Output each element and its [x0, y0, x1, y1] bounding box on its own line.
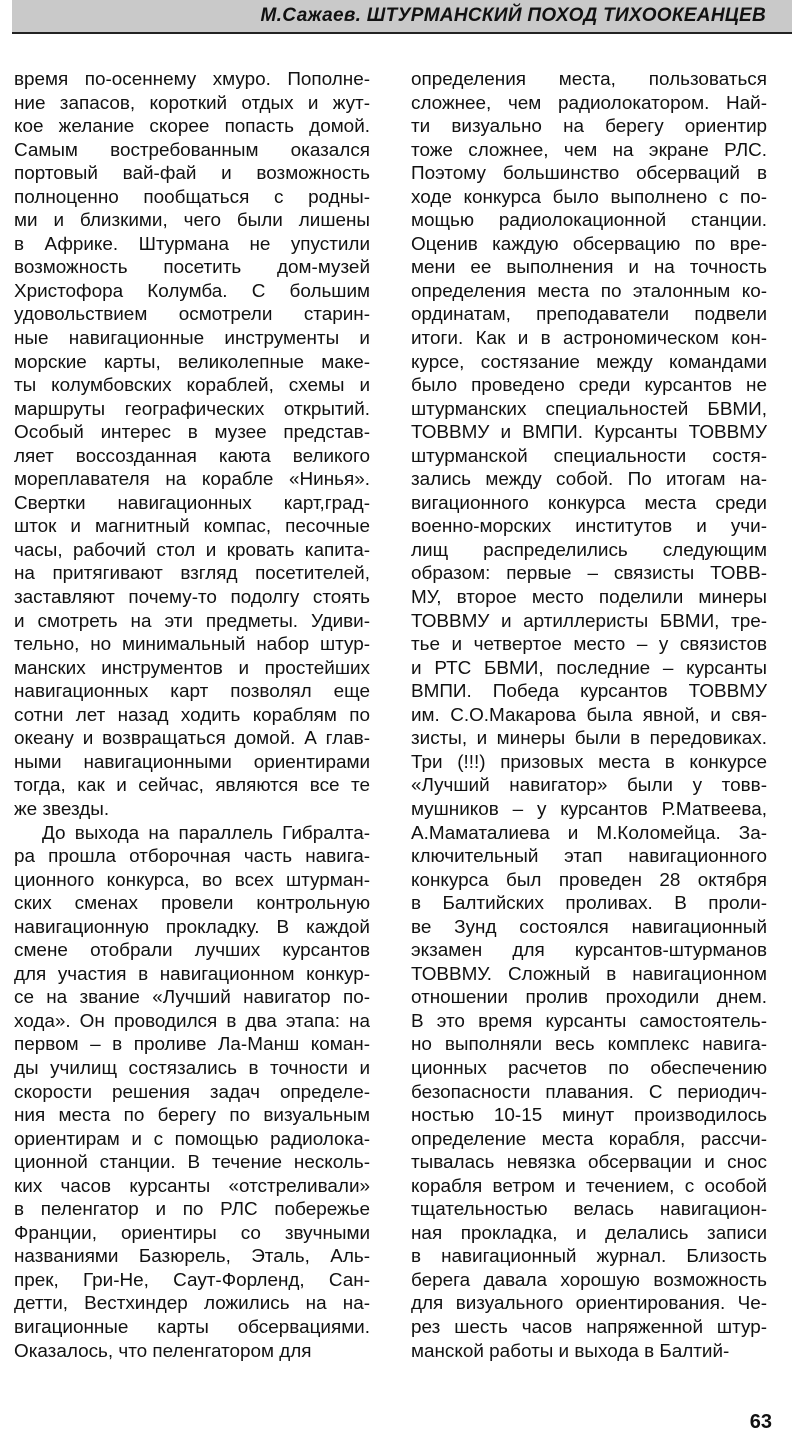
text-line: курсе, состязание между командами — [411, 351, 767, 373]
text-line: мореплавателя на корабле «Нинья». — [14, 469, 370, 491]
text-line: зались между собой. По итогам на- — [411, 469, 767, 491]
text-line: ляет воссозданная каюта великого — [14, 445, 370, 467]
text-line: тывалась невязка обсервации и снос — [411, 1152, 767, 1174]
text-line: итоги. Как и в астрономическом кон- — [411, 328, 767, 350]
running-title: М.Сажаев. ШТУРМАНСКИЙ ПОХОД ТИХООКЕАНЦЕВ — [260, 5, 766, 26]
text-line: экзамен для курсантов-штурманов — [411, 940, 767, 962]
text-line: тье и четвертое место – у связистов — [411, 634, 767, 656]
text-line: ния места по берегу по визуальным — [14, 1105, 370, 1127]
text-line: ными навигационными ориентирами — [14, 751, 370, 773]
text-line: первом – в проливе Ла-Манш коман- — [14, 1034, 370, 1056]
text-line: А.Маматалиева и М.Коломейца. За- — [411, 822, 767, 844]
text-line: сотни лет назад ходить кораблям по — [14, 704, 370, 726]
text-line: полноценно пообщаться с родны- — [14, 186, 370, 208]
text-line: вигационные карты обсервациями. — [14, 1316, 370, 1338]
text-line: Оказалось, что пеленгатором для — [14, 1340, 312, 1362]
text-line: До выхода на параллель Гибралта- — [42, 822, 370, 844]
text-line: ми и близкими, чего были лишены — [14, 210, 370, 232]
text-line: кое желание скорее попасть домой. — [14, 116, 370, 138]
text-line: ние запасов, короткий отдых и жут- — [14, 92, 370, 114]
text-line: определения места по эталонным ко- — [411, 280, 767, 302]
text-line: портовый вай-фай и возможность — [14, 163, 370, 185]
text-line: ординатам, преподаватели подвели — [411, 304, 767, 326]
text-line: маршруты географических открытий. — [14, 398, 370, 420]
text-line: ционных расчетов по обеспечению — [411, 1057, 767, 1079]
text-line: рез шесть часов напряженной штур- — [411, 1316, 767, 1338]
text-line: манских инструментов и простейших — [14, 657, 370, 679]
text-line: смене отобрали лучших курсантов — [14, 940, 370, 962]
running-header — [12, 0, 792, 34]
text-line: ориентирам и с помощью радиолока- — [14, 1128, 370, 1150]
left-column — [14, 68, 370, 1363]
text-line: манской работы и выхода в Балтий- — [411, 1340, 730, 1362]
page-number: 63 — [749, 1411, 772, 1433]
text-line: в Балтийских проливах. В проли- — [411, 893, 767, 915]
text-line: се на звание «Лучший навигатор по- — [14, 987, 370, 1009]
text-line: Христофора Колумба. С большим — [14, 280, 370, 302]
text-line: ная прокладка, и делались записи — [411, 1222, 767, 1244]
text-line: океану и возвращаться домой. А глав- — [14, 728, 370, 750]
text-line: мушников – у курсантов Р.Матвеева, — [411, 798, 767, 820]
text-line: названиями Базюрель, Эталь, Аль- — [14, 1246, 370, 1268]
text-line: отношении пролив проходили днем. — [411, 987, 767, 1009]
text-line: ТОВВМУ и артиллеристы БВМИ, тре- — [411, 610, 767, 632]
text-line: часы, рабочий стол и кровать капита- — [14, 539, 370, 561]
text-line: Франции, ориентиры со звучными — [14, 1222, 370, 1244]
text-line: возможность посетить дом-музей — [14, 257, 370, 279]
text-line: для участия в навигационном конкур- — [14, 963, 370, 985]
text-line: мощью радиолокационной станции. — [411, 210, 767, 232]
text-line: время по-осеннему хмуро. Пополне- — [14, 69, 370, 90]
text-line: МУ, второе место поделили минеры — [411, 587, 767, 609]
text-line: и РТС БВМИ, последние – курсанты — [411, 657, 767, 679]
text-line: ТОВВМУ. Сложный в навигационном — [411, 963, 767, 985]
text-line: штурманских специальностей БВМИ, — [411, 398, 767, 420]
text-line: ционного конкурса, во всех штурман- — [14, 869, 370, 891]
text-line: Три (!!!) призовых места в конкурсе — [411, 751, 767, 773]
text-line: навигационных карт позволял еще — [14, 681, 370, 703]
text-line: Поэтому большинство обсерваций в — [411, 163, 767, 185]
text-line: скорости решения задач определе- — [14, 1081, 370, 1103]
text-line: ких часов курсанты «отстреливали» — [14, 1175, 370, 1197]
text-line: Оценив каждую обсервацию по вре- — [411, 233, 767, 255]
text-line: безопасности плавания. С периодич- — [411, 1081, 767, 1103]
text-line: ра прошла отборочная часть навига- — [14, 846, 370, 868]
text-line: ностью 10-15 минут производилось — [411, 1105, 767, 1127]
text-line: морские карты, великолепные маке- — [14, 351, 370, 373]
text-line: определение места корабля, рассчи- — [411, 1128, 767, 1150]
text-line: в навигационный журнал. Близость — [411, 1246, 767, 1268]
text-line: же звезды. — [14, 798, 110, 820]
text-line: определения места, пользоваться — [411, 69, 767, 90]
text-line: лищ распределились следующим — [411, 539, 767, 561]
text-line: заставляют почему-то подолгу стоять — [14, 587, 370, 609]
text-line: конкурса был проведен 28 октября — [411, 869, 767, 891]
right-column — [411, 68, 767, 1363]
text-line: в пеленгатор и по РЛС побережье — [14, 1199, 370, 1221]
text-line: хода». Он проводился в два этапа: на — [14, 1010, 370, 1032]
text-line: тельно, но минимальный набор штур- — [14, 634, 370, 656]
text-line: шток и магнитный компас, песочные — [14, 516, 370, 538]
text-line: ционной станции. В течение несколь- — [14, 1152, 370, 1174]
text-line: ти визуально на берегу ориентир — [411, 116, 767, 138]
text-line: навигационную прокладку. В каждой — [14, 916, 370, 938]
text-line: берега давала хорошую возможность — [411, 1269, 767, 1291]
text-line: ских сменах провели контрольную — [14, 893, 370, 915]
text-line: вигационного конкурса места среди — [411, 492, 767, 514]
text-line: прек, Гри-Не, Саут-Форленд, Сан- — [14, 1269, 370, 1291]
text-line: и смотреть на эти предметы. Удиви- — [14, 610, 370, 632]
text-line: мени ее выполнения и на точность — [411, 257, 767, 279]
text-line: ные навигационные инструменты и — [14, 328, 370, 350]
text-line: военно-морских институтов и учи- — [411, 516, 767, 538]
text-line: им. С.О.Макарова была явной, и свя- — [411, 704, 767, 726]
text-line: было проведено среди курсантов не — [411, 375, 767, 397]
text-line: ве Зунд состоялся навигационный — [411, 916, 767, 938]
text-line: ходе конкурса было выполнено с по- — [411, 186, 767, 208]
text-line: В это время курсанты самостоятель- — [411, 1010, 767, 1032]
text-line: Особый интерес в музее представ- — [14, 422, 370, 444]
text-line: Свертки навигационных карт,град- — [14, 492, 370, 514]
text-line: ВМПИ. Победа курсантов ТОВВМУ — [411, 681, 767, 703]
text-line: для визуального ориентирования. Че- — [411, 1293, 767, 1315]
text-line: удовольствием осмотрели старин- — [14, 304, 370, 326]
text-line: ты колумбовских кораблей, схемы и — [14, 375, 370, 397]
text-line: тщательностью велась навигацион- — [411, 1199, 767, 1221]
text-line: корабля ветром и течением, с особой — [411, 1175, 767, 1197]
text-line: «Лучший навигатор» были у товв- — [411, 775, 767, 797]
text-line: детти, Вестхиндер ложились на на- — [14, 1293, 370, 1315]
text-line: ТОВВМУ и ВМПИ. Курсанты ТОВВМУ — [411, 422, 767, 444]
text-line: ключительный этап навигационного — [411, 846, 767, 868]
text-line: ды училищ состязались в точности и — [14, 1057, 370, 1079]
text-line: образом: первые – связисты ТОВВ- — [411, 563, 767, 585]
text-line: штурманской специальности состя- — [411, 445, 767, 467]
text-line: но выполняли весь комплекс навига- — [411, 1034, 767, 1056]
text-line: тогда, как и сейчас, являются все те — [14, 775, 370, 797]
text-line: в Африке. Штурмана не упустили — [14, 233, 370, 255]
text-line: тоже сложнее, чем на экране РЛС. — [411, 139, 767, 161]
text-line: на притягивают взгляд посетителей, — [14, 563, 370, 585]
text-line: сложнее, чем радиолокатором. Най- — [411, 92, 767, 114]
text-line: зисты, и минеры были в передовиках. — [411, 728, 767, 750]
text-line: Самым востребованным оказался — [14, 139, 370, 161]
